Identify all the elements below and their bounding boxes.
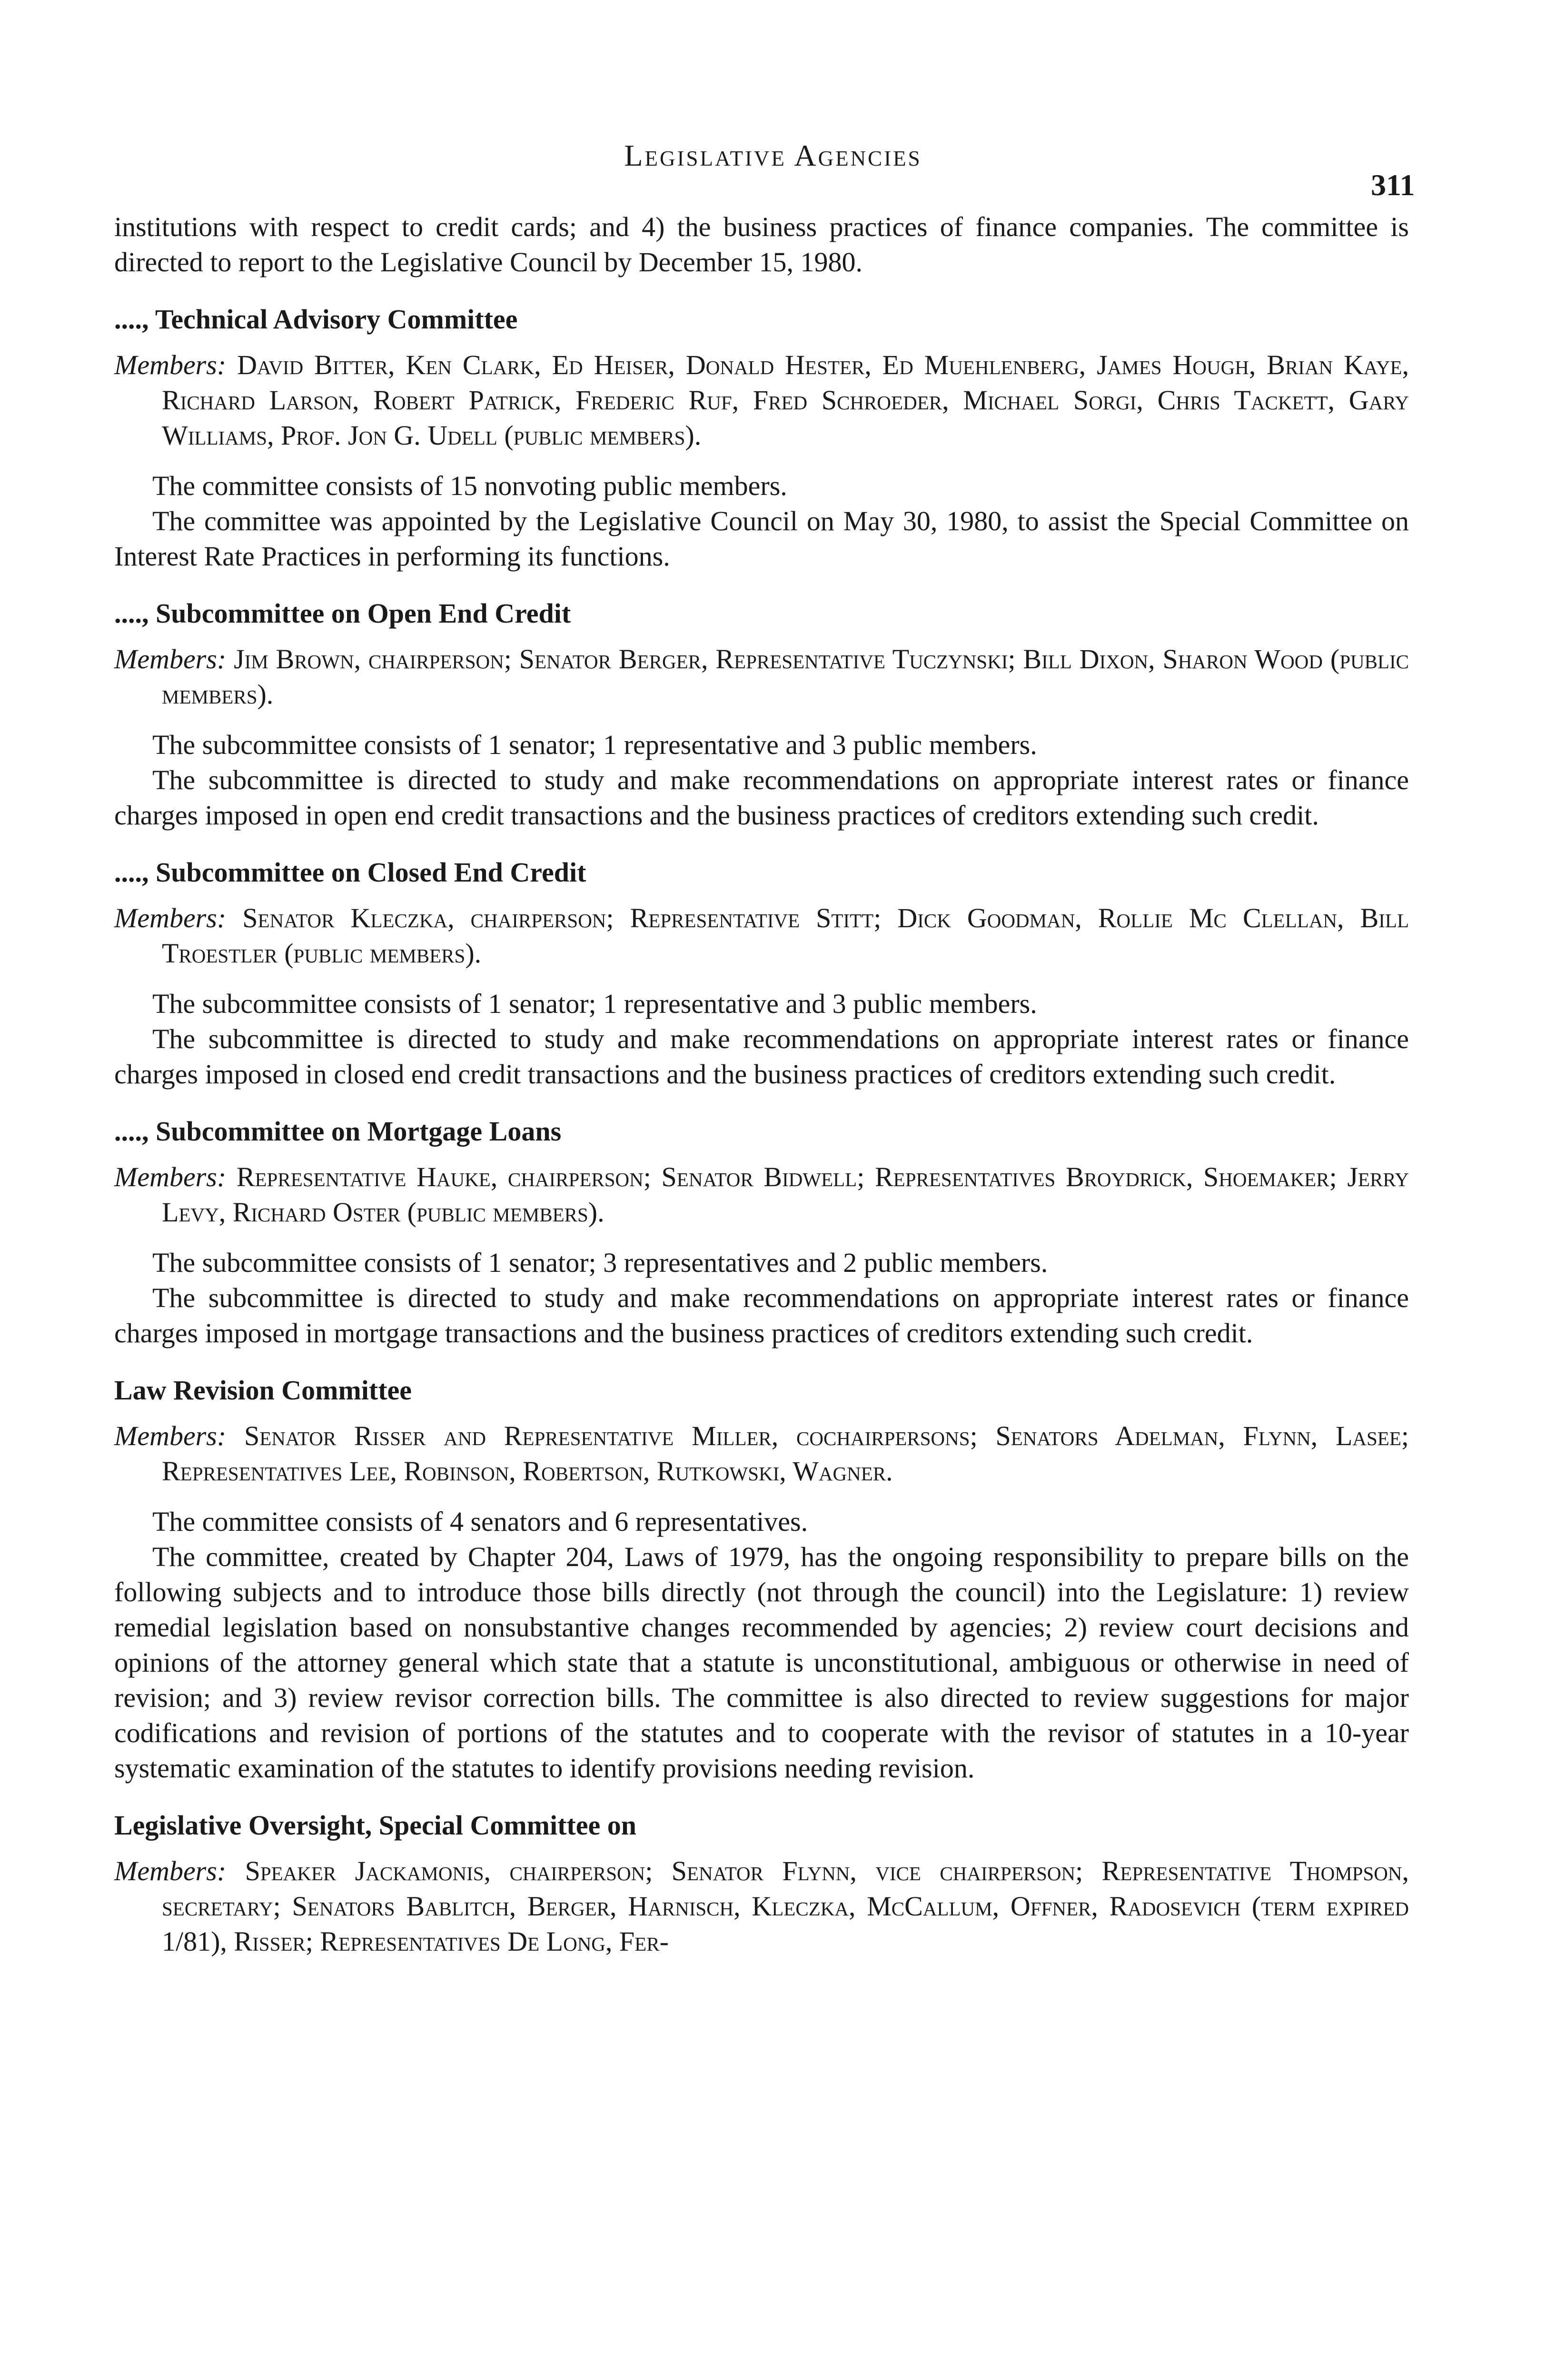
members-list — [114, 1418, 1409, 1489]
section-heading: Legislative Oversight, Special Committee on — [114, 1810, 636, 1841]
description-paragraph: The subcommittee is directed to study and make recommendations on appropriate interest rates or finance charges imposed in mortgage transactions and the business practices of creditors extending such credit. — [114, 1282, 1409, 1349]
members-label: Members: — [114, 1855, 227, 1886]
section-subcommittee-mortgage-loans — [114, 1114, 1409, 1351]
composition-paragraph: The committee consists of 15 nonvoting public members. — [152, 470, 787, 501]
members-label: Members: — [114, 644, 227, 674]
members-label: Members: — [114, 349, 227, 380]
running-head: Legislative Agencies — [624, 139, 922, 172]
intro-paragraph: institutions with respect to credit cards; and 4) the business practices of finance companies. The committee is directed to report to the Legislative Council by December 15, 1980. — [114, 211, 1409, 278]
members-names: Representative Hauke, chairperson; Senator Bidwell; Representatives Broydrick, Shoemaker; Jerry Levy, Richard Oster (public members). — [162, 1161, 1409, 1228]
page-number: 311 — [1371, 168, 1415, 202]
description-paragraph: The committee was appointed by the Legislative Council on May 30, 1980, to assist the Special Committee on Interest Rate Practices in performing its functions. — [114, 506, 1409, 572]
section-heading: ...., Subcommittee on Open End Credit — [114, 598, 571, 629]
composition-paragraph: The subcommittee consists of 1 senator; 1 representative and 3 public members. — [152, 988, 1037, 1019]
members-list — [114, 1160, 1409, 1230]
section-subcommittee-open-end-credit — [114, 596, 1409, 833]
members-names: Speaker Jackamonis, chairperson; Senator Flynn, vice chairperson; Representative Thompson, secretary; Senators Bablitch, Berger, Harnisch, Kleczka, McCallum, Offner, Radosevich (term expired 1/81), Risser; Representatives De Long, Fer- — [162, 1855, 1409, 1957]
composition-paragraph: The committee consists of 4 senators and 6 representatives. — [152, 1506, 808, 1537]
page-content — [114, 209, 1409, 1974]
section-technical-advisory-committee — [114, 302, 1409, 574]
section-legislative-oversight — [114, 1808, 1409, 1959]
members-list — [114, 642, 1409, 712]
description-paragraph: The subcommittee is directed to study and make recommendations on appropriate interest rates or finance charges imposed in closed end credit transactions and the business practices of creditors extending such credit. — [114, 1023, 1409, 1090]
members-names: Senator Kleczka, chairperson; Representative Stitt; Dick Goodman, Rollie Mc Clellan, Bill Troestler (public members). — [162, 902, 1409, 969]
composition-paragraph: The subcommittee consists of 1 senator; 1 representative and 3 public members. — [152, 729, 1037, 760]
members-list — [114, 347, 1409, 453]
description-paragraph: The subcommittee is directed to study and make recommendations on appropriate interest rates or finance charges imposed in open end credit transactions and the business practices of creditors extending such credit. — [114, 764, 1409, 831]
composition-paragraph: The subcommittee consists of 1 senator; 3 representatives and 2 public members. — [152, 1247, 1048, 1278]
section-heading: ...., Technical Advisory Committee — [114, 304, 518, 335]
members-names: Senator Risser and Representative Miller, cochairpersons; Senators Adelman, Flynn, Lasee; Representatives Lee, Robinson, Robertson, Rutkowski, Wagner. — [162, 1420, 1409, 1487]
section-heading: ...., Subcommittee on Closed End Credit — [114, 857, 586, 888]
members-label: Members: — [114, 1161, 227, 1192]
section-heading: Law Revision Committee — [114, 1375, 412, 1406]
description-paragraph: The committee, created by Chapter 204, Laws of 1979, has the ongoing responsibility to prepare bills on the following subjects and to introduce those bills directly (not through the council) into the Legislature: 1) review remedial legislation based on nonsubstantive changes recommended by agencies; 2) review court decisions and opinions of the attorney general which state that a statute is unconstitutional, ambiguous or otherwise in need of revision; and 3) review revisor correction bills. The committee is also directed to review suggestions for major codifications and revision of portions of the statutes and to cooperate with the revisor of statutes in a 10-year systematic examination of the statutes to identify provisions needing revision. — [114, 1541, 1409, 1784]
section-law-revision-committee — [114, 1373, 1409, 1786]
members-list — [114, 1854, 1409, 1959]
members-label: Members: — [114, 902, 227, 933]
section-heading: ...., Subcommittee on Mortgage Loans — [114, 1116, 562, 1147]
members-names: David Bitter, Ken Clark, Ed Heiser, Donald Hester, Ed Muehlenberg, James Hough, Brian Kaye, Richard Larson, Robert Patrick, Frederic Ruf, Fred Schroeder, Michael Sorgi, Chris Tackett, Gary Williams, Prof. Jon G. Udell (public members). — [162, 349, 1409, 451]
section-subcommittee-closed-end-credit — [114, 855, 1409, 1092]
members-names: Jim Brown, chairperson; Senator Berger, Representative Tuczynski; Bill Dixon, Sharon Wood (public members). — [162, 644, 1409, 710]
members-list — [114, 901, 1409, 971]
members-label: Members: — [114, 1420, 227, 1451]
